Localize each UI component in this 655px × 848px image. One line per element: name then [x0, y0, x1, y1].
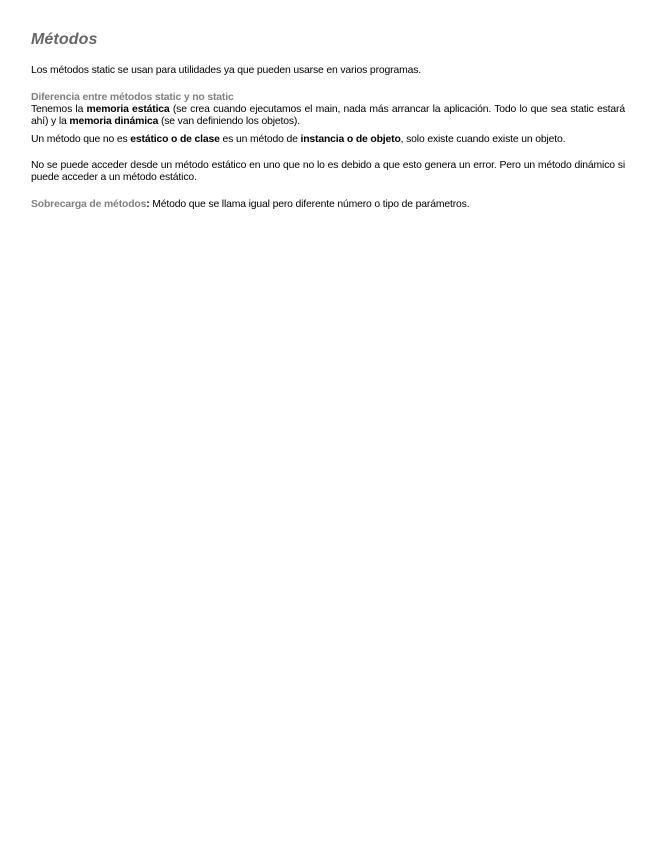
memory-text-3: (se van definiendo los objetos). [158, 115, 300, 127]
memory-text-2: (se crea cuando ejecutamos el main, nada más arrancar la aplicación. Todo lo que sea static estará ahí) y la [31, 104, 625, 127]
instance-method-term: instancia o de objeto [300, 134, 401, 145]
instance-text-3: , solo existe cuando existe un objeto. [400, 134, 566, 145]
instance-method-paragraph [31, 134, 625, 146]
page-title: Métodos [31, 31, 98, 48]
overloading-colon: : [146, 199, 150, 210]
memory-paragraph [31, 104, 625, 127]
class-method-term: estático o de clase [130, 134, 220, 145]
overloading-term: Sobrecarga de métodos [31, 199, 147, 210]
access-rules-paragraph: No se puede acceder desde un método estático en uno que no lo es debido a que esto genera un error. Pero un método dinámico si puede acceder a un método estático. [31, 160, 625, 183]
memory-text-1: Tenemos la [31, 104, 87, 115]
dynamic-memory-term: memoria dinámica [69, 115, 159, 127]
section-heading-static-vs-non-static: Diferencia entre métodos static y no static [31, 92, 234, 103]
overloading-paragraph [31, 199, 625, 211]
instance-text-2: es un método de [219, 134, 301, 145]
overloading-definition: Método que se llama igual pero diferente número o tipo de parámetros. [149, 199, 470, 210]
instance-text-1: Un método que no es [31, 134, 131, 145]
intro-paragraph: Los métodos static se usan para utilidades ya que pueden usarse en varios programas. [31, 65, 421, 76]
static-memory-term: memoria estática [86, 104, 170, 115]
